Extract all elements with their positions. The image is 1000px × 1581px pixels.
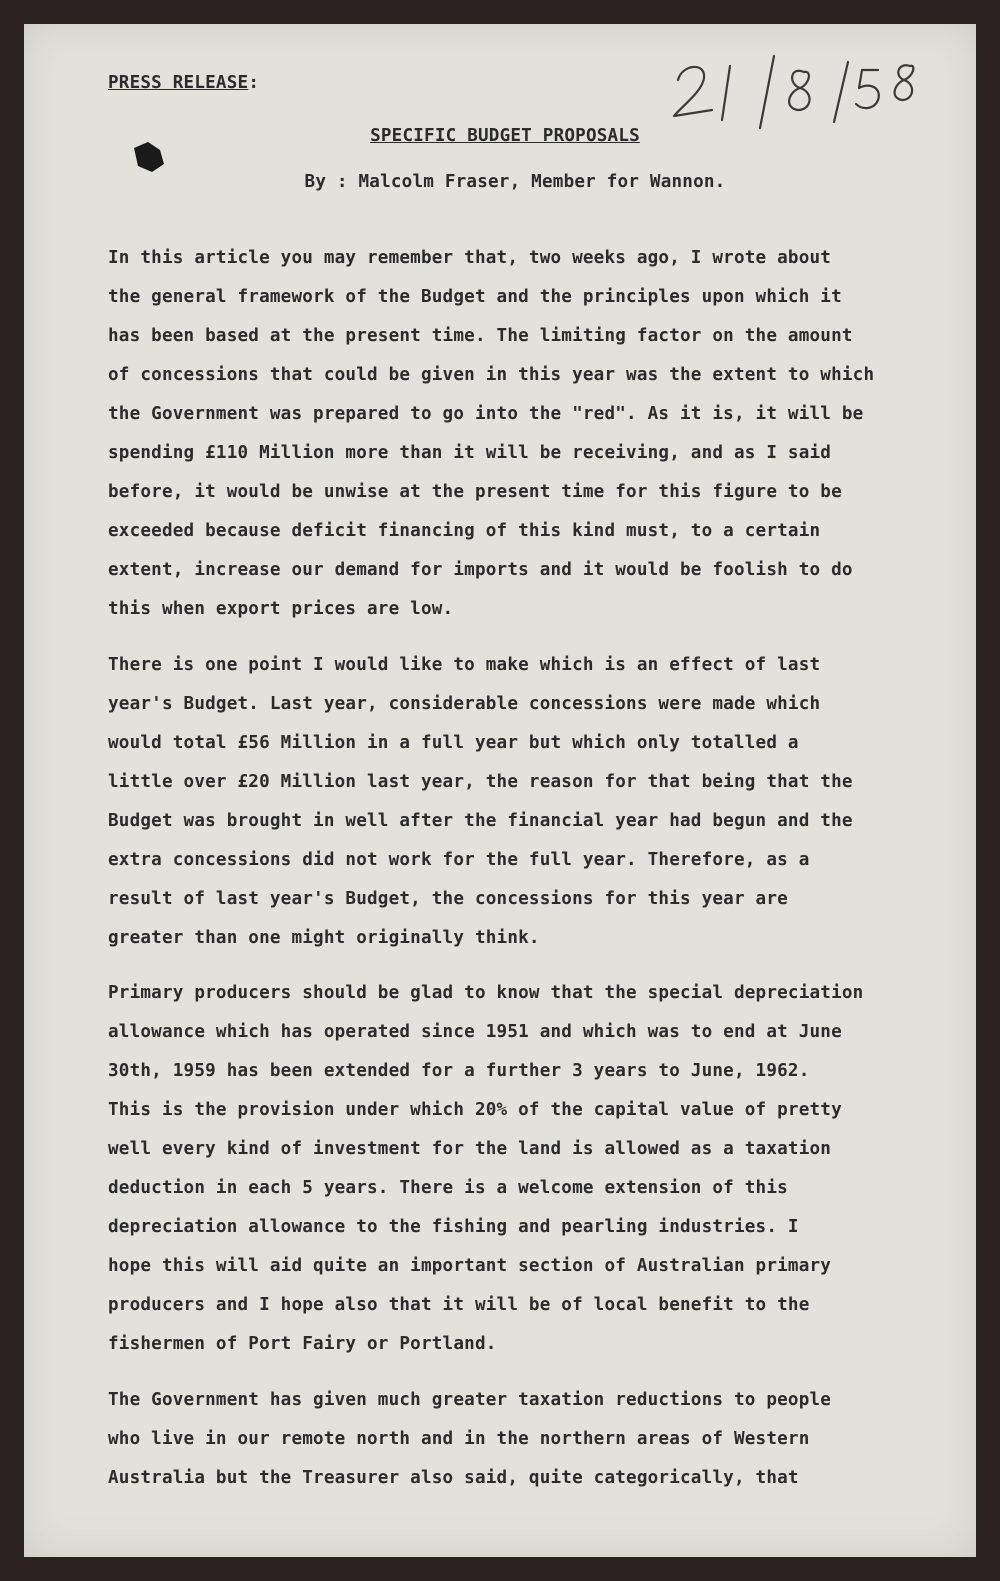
press-release-label: PRESS RELEASE: [108, 73, 249, 93]
text-line: allowance which has operated since 1951 and which was to end at June: [108, 1022, 842, 1042]
text-line: hope this will aid quite an important section of Australian primary: [108, 1256, 832, 1276]
paper-sheet: [24, 24, 976, 1557]
text-line: spending £110 Million more than it will be receiving, and as I said: [108, 443, 832, 463]
text-line: Budget was brought in well after the financial year had begun and the: [108, 810, 853, 831]
text-line: exceeded because deficit financing of this kind must, to a certain: [108, 521, 821, 541]
paragraph: [108, 974, 938, 1364]
text-line: The Government has given much greater taxation reductions to people: [108, 1389, 832, 1410]
press-release-colon: :: [248, 73, 260, 93]
handwritten-date: [664, 44, 924, 134]
document-title: SPECIFIC BUDGET PROPOSALS: [370, 126, 640, 146]
press-release-heading: [108, 73, 259, 93]
text-line: this when export prices are low.: [108, 599, 454, 619]
paragraph: [108, 646, 938, 958]
text-line: before, it would be unwise at the present time for this figure to be: [108, 482, 842, 502]
byline: By : Malcolm Fraser, Member for Wannon.: [304, 172, 726, 192]
text-line: producers and I hope also that it will be of local benefit to the: [108, 1295, 810, 1315]
body-text: [108, 239, 938, 1514]
text-line: There is one point I would like to make which is an effect of last: [108, 654, 821, 675]
text-line: extent, increase our demand for imports and it would be foolish to do: [108, 560, 853, 580]
text-line: depreciation allowance to the fishing and pearling industries. I: [108, 1217, 799, 1237]
paragraph: [108, 1381, 938, 1498]
text-line: well every kind of investment for the land is allowed as a taxation: [108, 1139, 832, 1159]
text-line: the Government was prepared to go into the "red". As it is, it will be: [108, 404, 864, 424]
text-line: Australia but the Treasurer also said, quite categorically, that: [108, 1467, 799, 1488]
text-line: In this article you may remember that, two weeks ago, I wrote about: [108, 248, 832, 268]
text-line: Primary producers should be glad to know that the special depreciation: [108, 983, 864, 1003]
text-line: extra concessions did not work for the full year. Therefore, as a: [108, 849, 810, 870]
text-line: This is the provision under which 20% of the capital value of pretty: [108, 1100, 842, 1120]
text-line: deduction in each 5 years. There is a welcome extension of this: [108, 1178, 788, 1198]
paragraph: [108, 239, 938, 629]
text-line: little over £20 Million last year, the reason for that being that the: [108, 771, 853, 792]
text-line: 30th, 1959 has been extended for a further 3 years to June, 1962.: [108, 1061, 810, 1081]
text-line: has been based at the present time. The limiting factor on the amount: [108, 326, 853, 346]
text-line: who live in our remote north and in the northern areas of Western: [108, 1428, 810, 1449]
text-line: of concessions that could be given in this year was the extent to which: [108, 365, 875, 385]
text-line: year's Budget. Last year, considerable concessions were made which: [108, 693, 821, 714]
text-line: fishermen of Port Fairy or Portland.: [108, 1334, 497, 1354]
text-line: the general framework of the Budget and the principles upon which it: [108, 287, 842, 307]
text-line: would total £56 Million in a full year but which only totalled a: [108, 732, 799, 753]
text-line: result of last year's Budget, the concessions for this year are: [108, 888, 788, 909]
text-line: greater than one might originally think.: [108, 927, 540, 948]
